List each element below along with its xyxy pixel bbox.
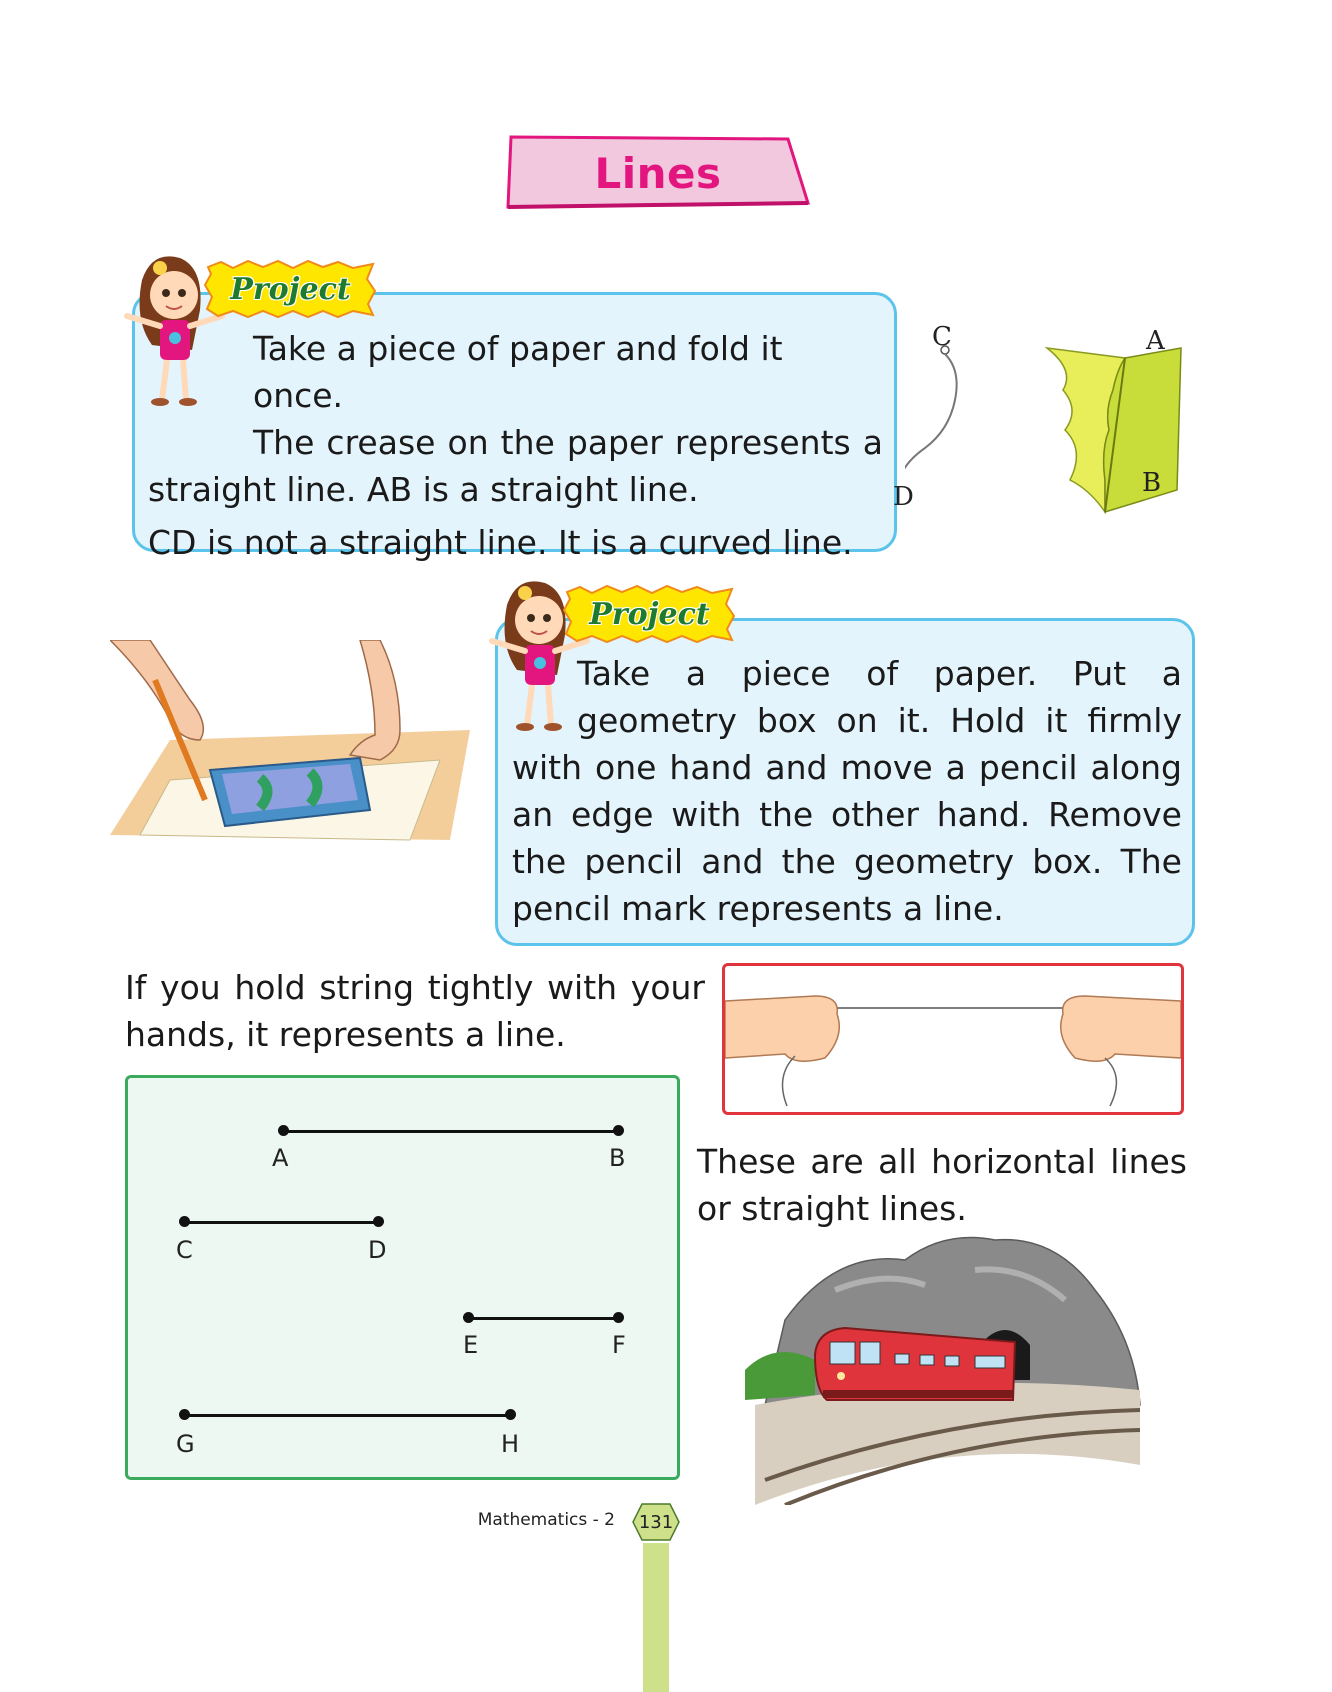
- string-paragraph: [125, 964, 705, 1058]
- point-b: [613, 1125, 624, 1136]
- footer-subject-label: Mathematics - 2: [477, 1510, 615, 1530]
- segment-label: C: [176, 1236, 193, 1264]
- horizontal-line-text: or straight lines.: [697, 1189, 967, 1228]
- point-a: [278, 1125, 289, 1136]
- project-2-line: an edge with the other hand. Remove: [512, 795, 1182, 834]
- line-segments-panel: [125, 1075, 680, 1480]
- train-tunnel-illustration: [745, 1230, 1145, 1505]
- segment-label: H: [501, 1430, 520, 1458]
- project-2-line: geometry box on it. Hold it firmly: [577, 701, 1182, 740]
- segment-label: E: [463, 1331, 479, 1359]
- curve-label-c: C: [932, 322, 952, 352]
- segment-label: F: [612, 1331, 626, 1359]
- curve-label-d: D: [893, 482, 914, 512]
- paper-label-b: B: [1142, 468, 1162, 498]
- project-1-line: Take a piece of paper and fold it once.: [253, 329, 783, 415]
- string-line: hands, it represents a line.: [125, 1015, 566, 1054]
- segment-cd: [184, 1221, 378, 1224]
- project-badge: Project: [589, 596, 710, 632]
- segment-label: B: [609, 1144, 626, 1172]
- segment-label: G: [176, 1430, 195, 1458]
- point-g: [179, 1409, 190, 1420]
- folded-paper-diagram: [1045, 330, 1225, 530]
- project-1-line: straight line. AB is a straight line.: [148, 470, 699, 509]
- curved-line-diagram: [905, 330, 1015, 530]
- hands-holding-string-icon: [725, 966, 1181, 1112]
- page-title: Lines: [594, 148, 722, 198]
- point-d: [373, 1216, 384, 1227]
- segment-label: D: [368, 1236, 387, 1264]
- segment-label: A: [272, 1144, 289, 1172]
- point-c: [179, 1216, 190, 1227]
- project-2-line: Take a piece of paper. Put a: [577, 654, 1182, 693]
- project-1-line: CD is not a straight line. It is a curved line.: [148, 523, 853, 562]
- project-2-line: the pencil and the geometry box. The: [512, 842, 1182, 881]
- project-1-text: [148, 325, 883, 566]
- project-badge: Project: [230, 271, 351, 307]
- project-2-text: [512, 650, 1182, 932]
- point-e: [463, 1312, 474, 1323]
- hands-geometry-box-illustration: [110, 640, 485, 880]
- page-edge-strip: [643, 1543, 669, 1692]
- horizontal-line-text: These are all horizontal lines: [697, 1142, 1187, 1181]
- string-line: If you hold string tightly with your: [125, 968, 705, 1007]
- project-2-line: pencil mark represents a line.: [512, 889, 1004, 928]
- project-1-line: The crease on the paper represents a: [253, 423, 883, 462]
- string-hands-illustration: [722, 963, 1184, 1115]
- segment-ab: [283, 1130, 618, 1133]
- project-2-line: with one hand and move a pencil along: [512, 748, 1182, 787]
- paper-label-a: A: [1146, 326, 1165, 356]
- point-h: [505, 1409, 516, 1420]
- point-f: [613, 1312, 624, 1323]
- horizontal-lines-paragraph: [697, 1138, 1187, 1232]
- segment-ef: [468, 1317, 618, 1320]
- page-number: 131: [638, 1511, 674, 1533]
- segment-gh: [184, 1414, 510, 1417]
